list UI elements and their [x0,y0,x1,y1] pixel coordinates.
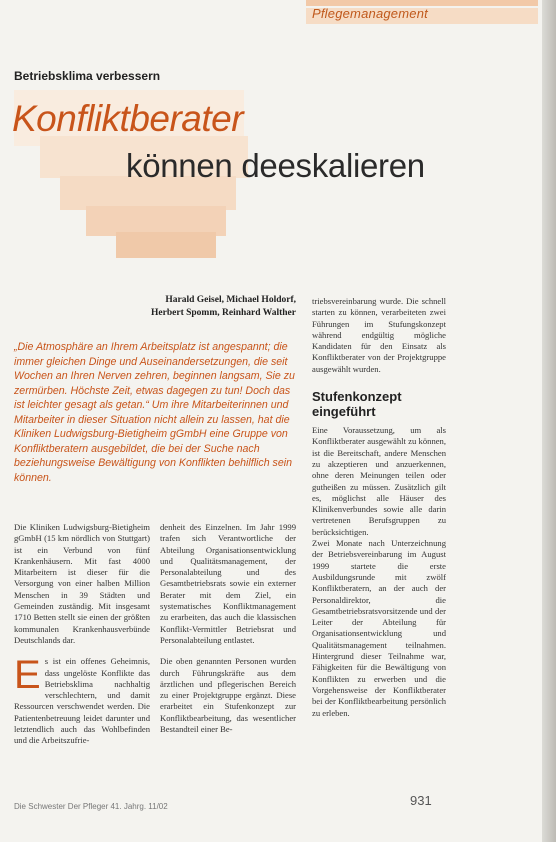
body-paragraph: Zwei Monate nach Unterzeichnung der Betriebsvereinbarung im August 1999 startete die erste Ausbildungsrunde mit zwölf Konfliktberatern, an der auch der Personaldirektor, die Gesamtbetriebsratsvorsitzende und der Leiter der Abteilung für Organisationsentwicklung und Qualitätsmanagement teilnahmen. Hintergrund dieser Teilnahme war, Fähigkeiten für die Bewältigung von Konflikten zu erwerben und die Vorgehensweise der Konfliktberater bei der Konfliktbearbeitung persönlich zu erleben. [312,538,446,718]
article-subtitle: können deeskalieren [126,147,425,184]
footer-publication: Die Schwester Der Pfleger 41. Jahrg. 11/02 [14,802,168,811]
author-line: Herbert Spomm, Reinhard Walther [151,308,296,318]
text-column-3 [312,296,446,719]
drop-cap: E [14,653,41,698]
body-paragraph [14,653,150,746]
author-byline [100,294,296,320]
page-number: 931 [410,793,432,808]
body-text: s ist ein offenes Geheimnis, dass ungelöste Konflikte das Betriebsklima nachhaltig verschlechtern, und damit Ressourcen verschwendet werden. Die Patientenbetreuung leidet darunter und letztendlich auch das Wohlbefinden und die Arbeitszufrie- [14,656,150,746]
text-column-2 [160,522,296,735]
title-decoration [116,232,216,258]
body-paragraph: Die Kliniken Ludwigsburg-Bietigheim gGmbH (15 km nördlich von Stuttgart) ist ein Verbund von fünf Krankenhäusern. Mit fast 4000 Mitarbeitern ist dieser für die Versorgung von einer halben Million Menschen in 39 Städten und Gemeinden zuständig. Mit insgesamt 1710 Betten stellt sie einen der größten kommunalen Krankenhausverbünde Deutschlands dar. [14,522,150,645]
author-line: Harald Geisel, Michael Holdorf, [165,295,296,305]
section-tab [306,0,538,26]
body-paragraph: triebsvereinbarung wurde. Die schnell starten zu können, verarbeiteten zwei Führungen im Stufungskonzept während endgültig mögliche Kandidaten für den Einsatz als Konfliktberater von der Projektgruppe ausgewählt wurden. [312,296,446,374]
body-paragraph: denheit des Einzelnen. Im Jahr 1999 trafen sich Verantwortliche der Abteilung Organisationsentwicklung und Qualitätsmanagement, der Personalabteilung und des Gesamtbetriebsrats sowie ein externer Berater mit dem Ziel, ein systematisches Konfliktmanagement zu erarbeiten, das auch die klassischen Konflikt-Vermittler Betriebsrat und Personalabteilung entlastet. [160,522,296,645]
page-spine [542,0,556,842]
text-column-1 [14,522,150,747]
body-paragraph: Die oben genannten Personen wurden durch Führungskräfte aus dem ärztlichen und pflegerischen Bereich zu einer Projektgruppe ergänzt. Diese erarbeitet ein Stufenkonzept zur Konfliktbearbeitung, das wesentlicher Bestandteil einer Be- [160,656,296,735]
section-heading: Stufenkonzept eingeführt [312,389,402,420]
section-label: Pflegemanagement [312,6,428,21]
article-title: Konfliktberater [12,98,244,139]
article-kicker: Betriebsklima verbessern [14,69,161,83]
intro-paragraph: „Die Atmosphäre an Ihrem Arbeitsplatz ist angespannt; die immer gleichen Dinge und Auseinandersetzungen, die seit Wochen an Ihren Nerven zehren, beginnen langsam, Sie zu zermürben. Höchste Zeit, etwas dagegen zu tun! Doch das ist leichter gesagt als getan.“ Um ihre Mitarbeiterinnen und Mitarbeiter in dieser Situation nicht allein zu lassen, hat die Kliniken Ludwigsburg-Bietigheim gGmbH eine Gruppe von Konfliktberatern ausgebildet, die bei der Suche nach beziehungsweise Bewältigung von Konflikten behilflich sein können. [14,341,295,484]
body-paragraph: Eine Voraussetzung, um als Konfliktberater ausgewählt zu können, ist die Bereitschaft, andere Menschen zu akzeptieren und anzuerkennen, ohne deren Meinungen teilen oder gutheißen zu müssen. Zusätzlich gilt es, möglichst alle Häuser des Klinikenverbundes sowie alle darin vertretenen Berufsgruppen zu berücksichtigen. [312,425,446,537]
article-intro [14,340,299,485]
